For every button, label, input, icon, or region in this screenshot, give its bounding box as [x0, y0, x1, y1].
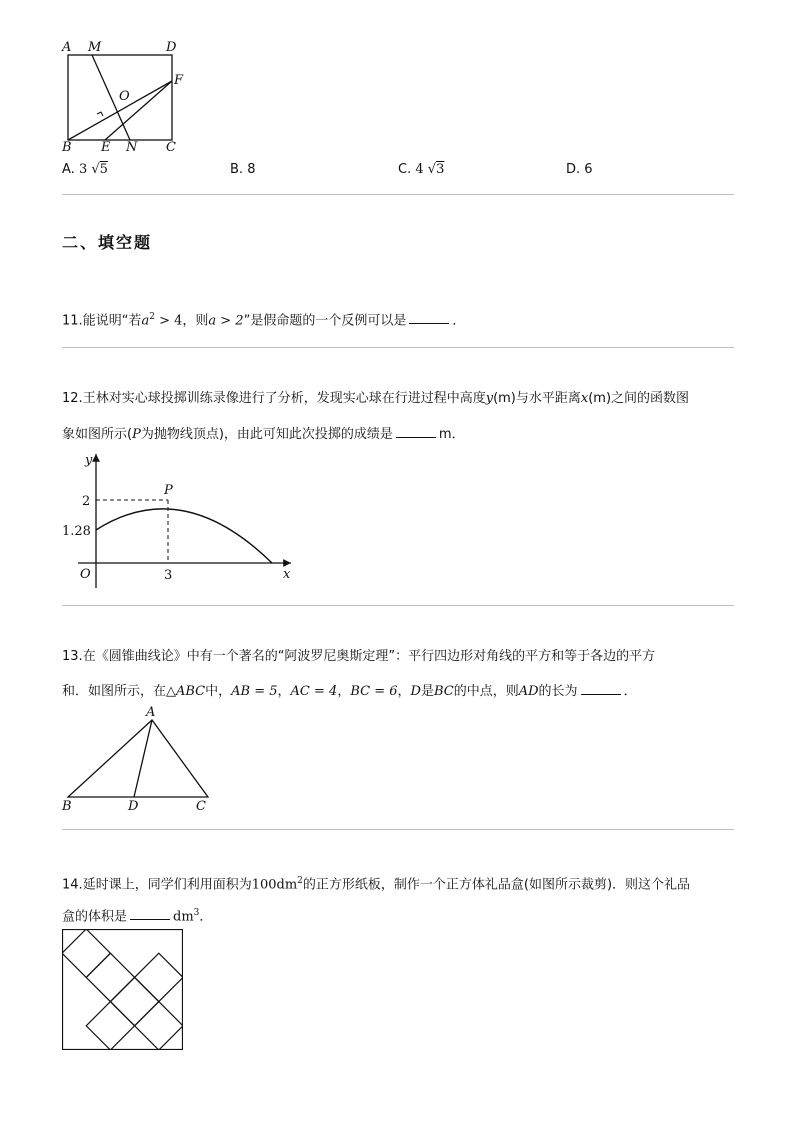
q13-end: ． — [623, 684, 637, 699]
q14-number: 14. — [62, 877, 83, 893]
option-c — [398, 160, 444, 180]
q11-math-a-gt-2: a > 2 — [208, 313, 244, 329]
q13-text-2b: 中， — [205, 684, 232, 699]
net-face-3 — [135, 953, 183, 1001]
label-e: E — [101, 140, 111, 153]
net-face-2 — [86, 953, 134, 1001]
label-n: N — [126, 140, 138, 153]
q13-ad: AD — [518, 684, 539, 699]
q11-answer-blank[interactable] — [409, 309, 449, 324]
q14-text-1a: 延时课上，同学们利用面积为 — [82, 877, 252, 893]
origin-label: O — [80, 567, 91, 582]
q12-var-x: x — [580, 391, 589, 406]
q11-math-a: a — [141, 313, 150, 329]
q13-sep: ， — [337, 684, 351, 699]
sqrt-sign: √ — [427, 162, 437, 177]
option-b-letter: B. — [230, 162, 244, 177]
question-11 — [62, 307, 465, 331]
label-o: O — [119, 89, 130, 104]
q13-ac: AC = 4 — [290, 684, 338, 699]
q13-text-1: 在《圆锥曲线论》中有一个著名的“阿波罗尼奥斯定理”：平行四边形对角线的平方和等于各边的平方 — [82, 649, 656, 664]
q13-number: 13. — [62, 649, 83, 664]
q12-text-2c: m． — [438, 427, 465, 442]
q12-parabola-graph — [58, 448, 308, 593]
net-face-4 — [110, 977, 158, 1025]
option-a-letter: A. — [62, 162, 75, 177]
q12-unit-1: (m)与水平距离 — [493, 391, 581, 406]
label-d: D — [166, 40, 177, 55]
option-a — [62, 160, 108, 180]
option-a-radicand: 5 — [99, 162, 108, 177]
q11-text-1: 能说明“若 — [82, 313, 142, 329]
q13-bc: BC = 6 — [350, 684, 398, 699]
label-c: C — [196, 799, 206, 814]
option-b — [230, 160, 255, 180]
q12-number: 12. — [62, 391, 83, 406]
option-d — [566, 160, 593, 180]
q12-var-p: P — [132, 427, 141, 442]
net-face-6 — [135, 1002, 183, 1050]
q13-tri: ABC — [176, 684, 206, 699]
q12-text-1b: (m)之间的函数图 — [588, 391, 690, 406]
q13-sep: ， — [397, 684, 411, 699]
q13-text-2d: 的中点，则 — [453, 684, 519, 699]
y-tick-1-28: 1.28 — [62, 524, 91, 539]
q13-answer-blank[interactable] — [581, 680, 621, 695]
segment-ef — [105, 81, 172, 140]
label-a: A — [146, 705, 156, 720]
q14-unit-exp: 3 — [193, 908, 200, 918]
q13-text-2c: 是 — [420, 684, 434, 699]
q14-answer-blank[interactable] — [130, 905, 170, 920]
question-13-line-2 — [62, 680, 637, 702]
q12-text-2b: 为抛物线顶点)，由此可知此次投掷的成绩是 — [140, 427, 393, 442]
sqrt-sign: √ — [91, 162, 100, 177]
q14-end: ． — [199, 909, 213, 925]
label-c: C — [166, 140, 176, 153]
question-12-line-2 — [62, 423, 465, 445]
q11-text-3: ”是假命题的一个反例可以是 — [243, 313, 407, 329]
q13-text-2a: 和．如图所示，在△ — [62, 684, 176, 699]
q14-area-exp: 2 — [297, 876, 303, 886]
vertex-label: P — [164, 483, 173, 498]
option-c-letter: C. — [398, 162, 412, 177]
q13-triangle-figure — [58, 702, 218, 814]
divider — [62, 347, 734, 348]
option-a-coef: 3 — [78, 162, 88, 177]
option-c-radicand: 3 — [436, 162, 445, 177]
label-b: B — [62, 799, 72, 814]
label-b: B — [62, 140, 72, 153]
divider — [62, 194, 734, 195]
x-axis-label: x — [283, 567, 291, 582]
option-c-coef: 4 — [415, 162, 424, 177]
section-title: 二、填空题 — [62, 233, 153, 252]
median-ad — [134, 720, 152, 797]
q13-sep: ， — [277, 684, 291, 699]
question-13-line-1 — [62, 647, 655, 667]
q11-end: ． — [452, 313, 466, 329]
right-angle-mark — [97, 112, 103, 116]
option-d-letter: D. — [566, 162, 581, 177]
q12-text-1a: 王林对实心球投掷训练录像进行了分析，发现实心球在行进过程中高度 — [82, 391, 486, 406]
question-14-line-1 — [62, 871, 690, 895]
q11-exp: 2 — [149, 312, 155, 322]
divider — [62, 605, 734, 606]
q10-figure — [58, 38, 198, 153]
parabola-curve — [96, 509, 272, 563]
question-14-line-2 — [62, 903, 212, 927]
net-face-5 — [86, 1002, 134, 1050]
option-d-value: 6 — [584, 162, 593, 177]
label-m: M — [88, 40, 102, 55]
question-12-line-1 — [62, 389, 689, 409]
q12-text-2a: 象如图所示( — [62, 427, 133, 442]
q14-cube-net-figure — [62, 929, 183, 1050]
option-b-value: 8 — [247, 162, 256, 177]
q11-math-gt4: > 4 — [154, 313, 183, 329]
q14-area: 100dm — [251, 877, 298, 893]
y-axis-label: y — [85, 453, 93, 468]
divider — [62, 829, 734, 830]
net-face-1 — [62, 929, 110, 977]
q14-unit: dm — [173, 909, 194, 925]
label-a: A — [62, 40, 72, 55]
q14-text-1b: 的正方形纸板，制作一个正方体礼品盒(如图所示裁剪)．则这个礼品 — [302, 877, 691, 893]
q13-bc2: BC — [433, 684, 454, 699]
x-tick-3: 3 — [164, 568, 173, 583]
label-f: F — [174, 73, 184, 88]
label-d: D — [128, 799, 139, 814]
q11-number: 11. — [62, 313, 83, 329]
q13-text-2e: 的长为 — [538, 684, 578, 699]
q11-text-2: ，则 — [182, 313, 209, 329]
triangle-abc — [68, 720, 208, 797]
q13-ab: AB = 5 — [231, 684, 278, 699]
cube-net — [62, 929, 183, 1050]
q12-var-y: y — [485, 391, 494, 406]
y-tick-2: 2 — [82, 494, 91, 509]
q13-d: D — [410, 684, 421, 699]
q12-answer-blank[interactable] — [396, 423, 436, 438]
q14-text-2a: 盒的体积是 — [62, 909, 128, 925]
